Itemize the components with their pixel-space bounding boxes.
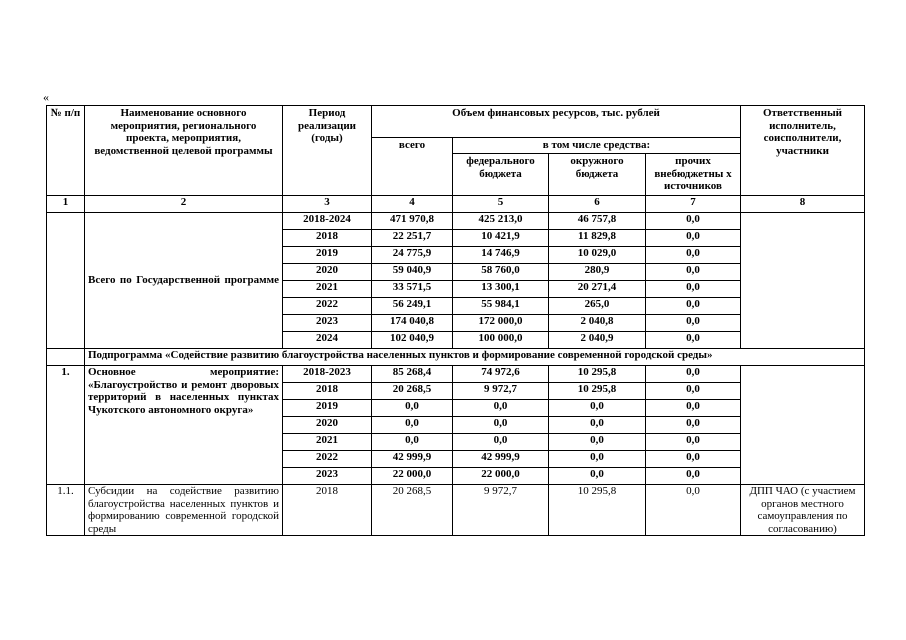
activity-1-district: 0,0 (549, 400, 646, 417)
colnum-7: 7 (646, 196, 741, 213)
table-row (47, 485, 865, 536)
activity-1-period: 2018-2023 (283, 366, 372, 383)
colnum-5: 5 (453, 196, 549, 213)
total-other: 0,0 (646, 230, 741, 247)
total-period: 2020 (283, 264, 372, 281)
activity-1-total: 20 268,5 (372, 383, 453, 400)
colnum-4: 4 (372, 196, 453, 213)
total-period: 2019 (283, 247, 372, 264)
total-district: 2 040,8 (549, 315, 646, 332)
activity-1-total: 0,0 (372, 417, 453, 434)
header-total: всего (372, 138, 453, 196)
total-sum: 56 249,1 (372, 298, 453, 315)
activity-1-other: 0,0 (646, 383, 741, 400)
total-other: 0,0 (646, 332, 741, 349)
total-district: 2 040,9 (549, 332, 646, 349)
subprogram-title: Подпрограмма «Содействие развитию благоустройства населенных пунктов и формирование современной городской среды» (85, 349, 865, 366)
total-sum: 174 040,8 (372, 315, 453, 332)
total-period: 2021 (283, 281, 372, 298)
total-sum: 59 040,9 (372, 264, 453, 281)
colnum-2: 2 (85, 196, 283, 213)
activity-1-district: 10 295,8 (549, 383, 646, 400)
activity-1-federal: 0,0 (453, 434, 549, 451)
table-row (47, 366, 865, 383)
total-sum: 24 775,9 (372, 247, 453, 264)
colnum-8: 8 (741, 196, 865, 213)
total-period: 2023 (283, 315, 372, 332)
colnum-6: 6 (549, 196, 646, 213)
activity-1-1-responsible: ДПП ЧАО (с участием органов местного самоуправления по согласованию) (741, 485, 865, 536)
activity-1-federal: 74 972,6 (453, 366, 549, 383)
subprogram-row (47, 349, 865, 366)
activity-1-1-federal: 9 972,7 (453, 485, 549, 536)
financing-table (46, 105, 865, 536)
total-name: Всего по Государственной программе (85, 213, 283, 349)
activity-1-district: 0,0 (549, 417, 646, 434)
total-period: 2018 (283, 230, 372, 247)
total-federal: 425 213,0 (453, 213, 549, 230)
total-other: 0,0 (646, 298, 741, 315)
subprogram-num-cell (47, 349, 85, 366)
total-other: 0,0 (646, 264, 741, 281)
activity-1-other: 0,0 (646, 468, 741, 485)
activity-1-district: 0,0 (549, 468, 646, 485)
activity-1-name: Основное мероприятие: «Благоустройство и ремонт дворовых территорий в населенных пунктах Чукотского автономного округа» (85, 366, 283, 485)
activity-1-total: 0,0 (372, 434, 453, 451)
activity-1-1-num: 1.1. (47, 485, 85, 536)
total-sum: 102 040,9 (372, 332, 453, 349)
activity-1-1-other: 0,0 (646, 485, 741, 536)
activity-1-1-name: Субсидии на содействие развитию благоустройства населенных пунктов и формированию современной городской среды (85, 485, 283, 536)
total-federal: 58 760,0 (453, 264, 549, 281)
total-period: 2018-2024 (283, 213, 372, 230)
total-period: 2024 (283, 332, 372, 349)
total-district: 265,0 (549, 298, 646, 315)
activity-1-1-district: 10 295,8 (549, 485, 646, 536)
activity-1-other: 0,0 (646, 451, 741, 468)
opening-quote-mark: « (43, 90, 49, 104)
total-num-cell (47, 213, 85, 349)
total-other: 0,0 (646, 281, 741, 298)
total-period: 2022 (283, 298, 372, 315)
activity-1-1-total: 20 268,5 (372, 485, 453, 536)
activity-1-other: 0,0 (646, 366, 741, 383)
activity-1-federal: 22 000,0 (453, 468, 549, 485)
header-including: в том числе средства: (453, 138, 741, 154)
activity-1-num: 1. (47, 366, 85, 485)
activity-1-district: 0,0 (549, 451, 646, 468)
total-other: 0,0 (646, 247, 741, 264)
activity-1-federal: 9 972,7 (453, 383, 549, 400)
header-volume: Объем финансовых ресурсов, тыс. рублей (372, 106, 741, 138)
header-name: Наименование основного мероприятия, регионального проекта, мероприятия, ведомственной целевой программы (85, 106, 283, 196)
activity-1-district: 10 295,8 (549, 366, 646, 383)
total-sum: 22 251,7 (372, 230, 453, 247)
activity-1-period: 2022 (283, 451, 372, 468)
header-responsible: Ответственный исполнитель, соисполнители, участники (741, 106, 865, 196)
activity-1-federal: 0,0 (453, 417, 549, 434)
total-district: 11 829,8 (549, 230, 646, 247)
header-num: № п/п (47, 106, 85, 196)
header-district: окружного бюджета (549, 154, 646, 196)
total-federal: 13 300,1 (453, 281, 549, 298)
total-federal: 100 000,0 (453, 332, 549, 349)
table-row (47, 213, 865, 230)
activity-1-other: 0,0 (646, 434, 741, 451)
activity-1-other: 0,0 (646, 400, 741, 417)
activity-1-other: 0,0 (646, 417, 741, 434)
total-federal: 172 000,0 (453, 315, 549, 332)
header-federal: федерального бюджета (453, 154, 549, 196)
total-sum: 33 571,5 (372, 281, 453, 298)
activity-1-district: 0,0 (549, 434, 646, 451)
total-sum: 471 970,8 (372, 213, 453, 230)
total-federal: 14 746,9 (453, 247, 549, 264)
header-other: прочих внебюджетны х источников (646, 154, 741, 196)
activity-1-total: 22 000,0 (372, 468, 453, 485)
total-district: 20 271,4 (549, 281, 646, 298)
total-district: 280,9 (549, 264, 646, 281)
total-other: 0,0 (646, 315, 741, 332)
header-period: Период реализации (годы) (283, 106, 372, 196)
activity-1-federal: 42 999,9 (453, 451, 549, 468)
total-other: 0,0 (646, 213, 741, 230)
activity-1-period: 2021 (283, 434, 372, 451)
total-district: 10 029,0 (549, 247, 646, 264)
activity-1-period: 2018 (283, 383, 372, 400)
total-district: 46 757,8 (549, 213, 646, 230)
colnum-1: 1 (47, 196, 85, 213)
activity-1-period: 2020 (283, 417, 372, 434)
activity-1-total: 42 999,9 (372, 451, 453, 468)
activity-1-period: 2023 (283, 468, 372, 485)
activity-1-responsible-cell (741, 366, 865, 485)
total-responsible-cell (741, 213, 865, 349)
activity-1-total: 0,0 (372, 400, 453, 417)
colnum-3: 3 (283, 196, 372, 213)
activity-1-period: 2019 (283, 400, 372, 417)
activity-1-1-period: 2018 (283, 485, 372, 536)
total-federal: 55 984,1 (453, 298, 549, 315)
activity-1-total: 85 268,4 (372, 366, 453, 383)
total-federal: 10 421,9 (453, 230, 549, 247)
activity-1-federal: 0,0 (453, 400, 549, 417)
